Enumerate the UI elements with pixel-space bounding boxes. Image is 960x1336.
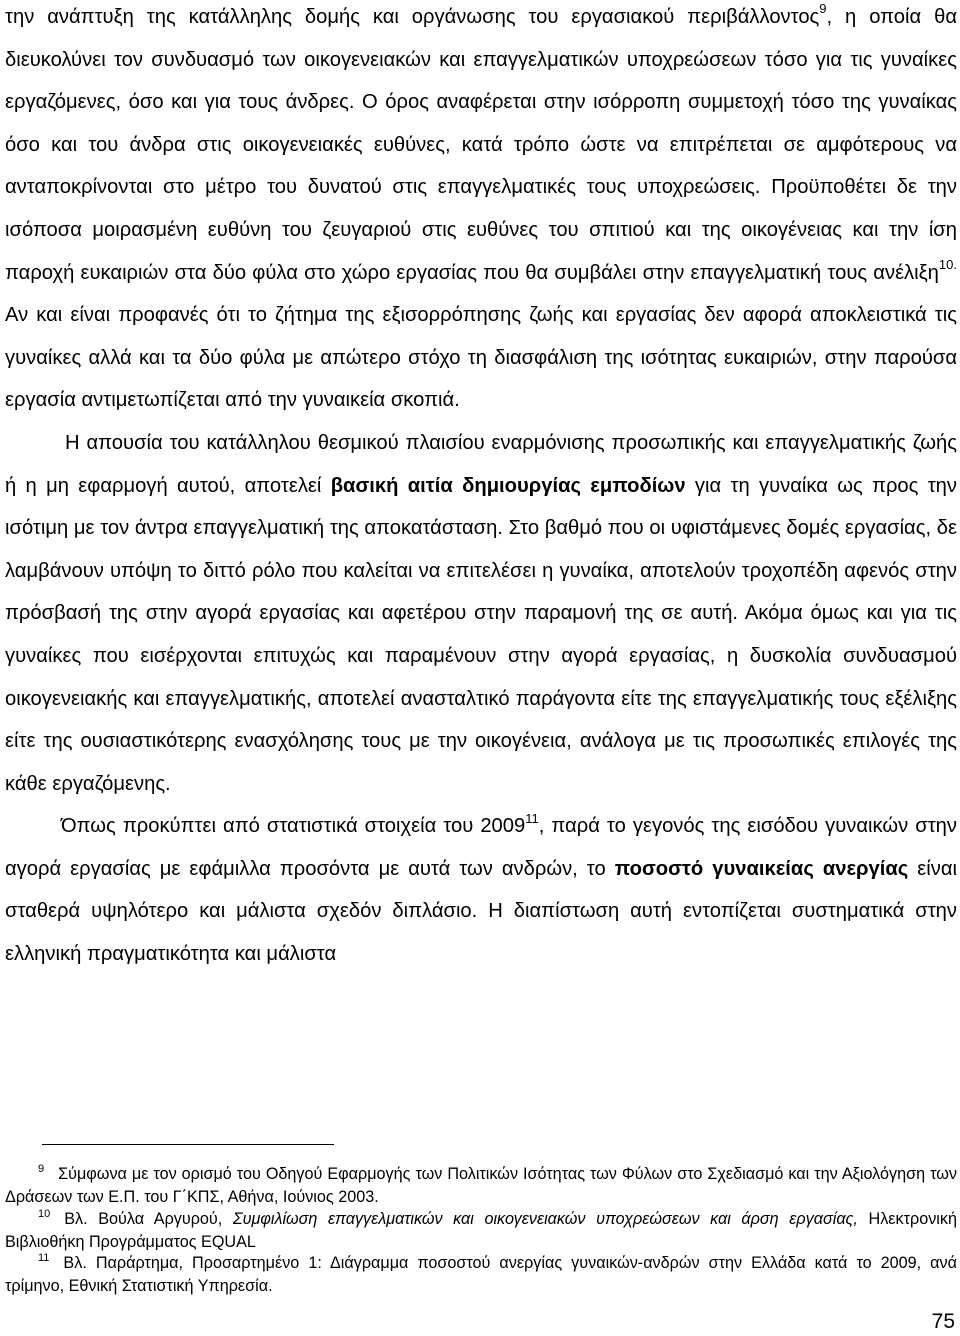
- paragraph-text: είναι σταθερά υψηλότερο και μάλιστα σχεδόν διπλάσιο. Η διαπίστωση αυτή εντοπίζεται συστηματικά στην ελληνική πραγματικότητα και μάλιστα: [5, 857, 958, 966]
- paragraph-text: την ανάπτυξη της κατάλληλης δομής και οργάνωσης του εργασιακού περιβάλλοντος: [5, 6, 820, 28]
- paragraph-text: για τη γυναίκα ως προς την ισότιμη με τον άντρα επαγγελματική της αποκατάσταση. Στο βαθμό που οι υφιστάμενες δομές εργασίας, δε λαμβάνουν υπόψη το διττό ρόλο που καλείται να επιτελέσει η γυναίκα, αποτελούν τροχοπέδη αφενός στην πρόσβασή της στην αγορά εργασίας και αφετέρου στην παραμονή της σε αυτή. Ακόμα όμως και για τις γυναίκες που εισέρχονται επιτυχώς και παραμένουν στην αγορά εργασίας, η δυσκολία συνδυασμού οικογενειακής και επαγγελματικής, αποτελεί ανασταλτικό παράγοντα είτε της επαγγελματικής τους εξέλιξης είτε της ουσιαστικότερης ενασχόλησης τους με την οικογένεια, ανάλογα με τις προσωπικές επιλογές της κάθε εργαζόμενης.: [5, 474, 957, 795]
- paragraph-text: Όπως προκύπτει από στατιστικά στοιχεία του 2009: [61, 815, 526, 838]
- footnote-number: 9: [38, 1163, 45, 1175]
- footnote-text: Βλ. Παράρτημα, Προσαρτημένο 1: Διάγραμμα ποσοστού ανεργίας γυναικών-ανδρών στην Ελλάδα κατά το 2009, ανά τρίμηνο, Εθνική Στατιστική Υπηρεσία.: [5, 1254, 957, 1296]
- footnote-separator: [42, 1144, 334, 1145]
- footnote-text: Ηλεκτρονική Βιβλιοθήκη Προγράμματος EQUAL: [5, 1209, 958, 1251]
- page-number: 75: [931, 1310, 955, 1333]
- footnotes: [5, 1164, 957, 1298]
- footnote-italic-title: Συμφιλίωση επαγγελματικών και οικογενειακών υποχρεώσεων και άρση εργασίας,: [232, 1209, 858, 1228]
- footnote-9: [5, 1164, 957, 1209]
- footnote-text: Σύμφωνα με τον ορισμό του Οδηγού Εφαρμογής των Πολιτικών Ισότητας των Φύλων στο Σχεδιασμό και την Αξιολόγηση των Δράσεων των Ε.Π. του Γ΄ΚΠΣ, Αθήνα, Ιούνιος 2003.: [5, 1165, 957, 1207]
- footnote-text: Βλ. Βούλα Αργυρού,: [64, 1209, 233, 1228]
- footnote-number: 10: [38, 1207, 51, 1220]
- footnote-ref-10[interactable]: 10.: [938, 256, 957, 272]
- paragraph-text: Αν και είναι προφανές ότι το ζήτημα της εξισορρόπησης ζωής και εργασίας δεν αφορά αποκλειστικά τις γυναίκες αλλά και τα δύο φύλα με απώτερο στόχο τη διασφάλιση της ισότητας ευκαιριών, στην παρούσα εργασία αντιμετωπίζεται από την γυναικεία σκοπιά.: [5, 304, 957, 412]
- bold-phrase: βασική αιτία δημιουργίας εμποδίων: [330, 474, 686, 497]
- paragraph-statistics: [5, 805, 957, 975]
- bold-phrase: ποσοστό γυναικείας ανεργίας: [614, 857, 909, 880]
- paragraph-text: , η οποία θα διευκολύνει τον συνδυασμό των οικογενειακών και επαγγελματικών υποχρεώσεων τόσο για τις γυναίκες εργαζόμενες, όσο και για τους άνδρες. Ο όρος αναφέρεται στην ισόρροπη συμμετοχή τόσο της γυναίκας όσο και του άνδρα στις οικογενειακές ευθύνες, κατά τρόπο ώστε να επιτρέπεται σε αμφότερους να ανταποκρίνονται στο μέτρο του δυνατού στις επαγγελματικές τους υποχρεώσεις. Προϋποθέτει δε την ισόποσα μοιρασμένη ευθύνη του ζευγαριού στις ευθύνες του σπιτιού και της οικογένειας και την ίση παροχή ευκαιριών στα δύο φύλα στο χώρο εργασίας που θα συμβάλει στην επαγγελματική τους ανέλιξη: [5, 6, 957, 284]
- paragraph-text: , παρά το γεγονός της εισόδου γυναικών στην αγορά εργασίας με εφάμιλλα προσόντα με αυτά των ανδρών, το: [5, 815, 957, 880]
- footnote-ref-9[interactable]: 9: [819, 1, 827, 17]
- footnote-10: [5, 1209, 957, 1254]
- paragraph-text: Η απουσία του κατάλληλου θεσμικού πλαισίου εναρμόνισης προσωπικής και επαγγελματικής ζωής ή η μη εφαρμογή αυτού, αποτελεί: [5, 431, 957, 497]
- paragraph-work-life-balance: [5, 0, 957, 422]
- paragraph-institutional-framework: [5, 422, 957, 805]
- footnote-number: 11: [38, 1252, 50, 1265]
- document-page: [5, 0, 957, 976]
- footnote-ref-11[interactable]: 11: [525, 810, 539, 826]
- footnote-11: [5, 1253, 957, 1298]
